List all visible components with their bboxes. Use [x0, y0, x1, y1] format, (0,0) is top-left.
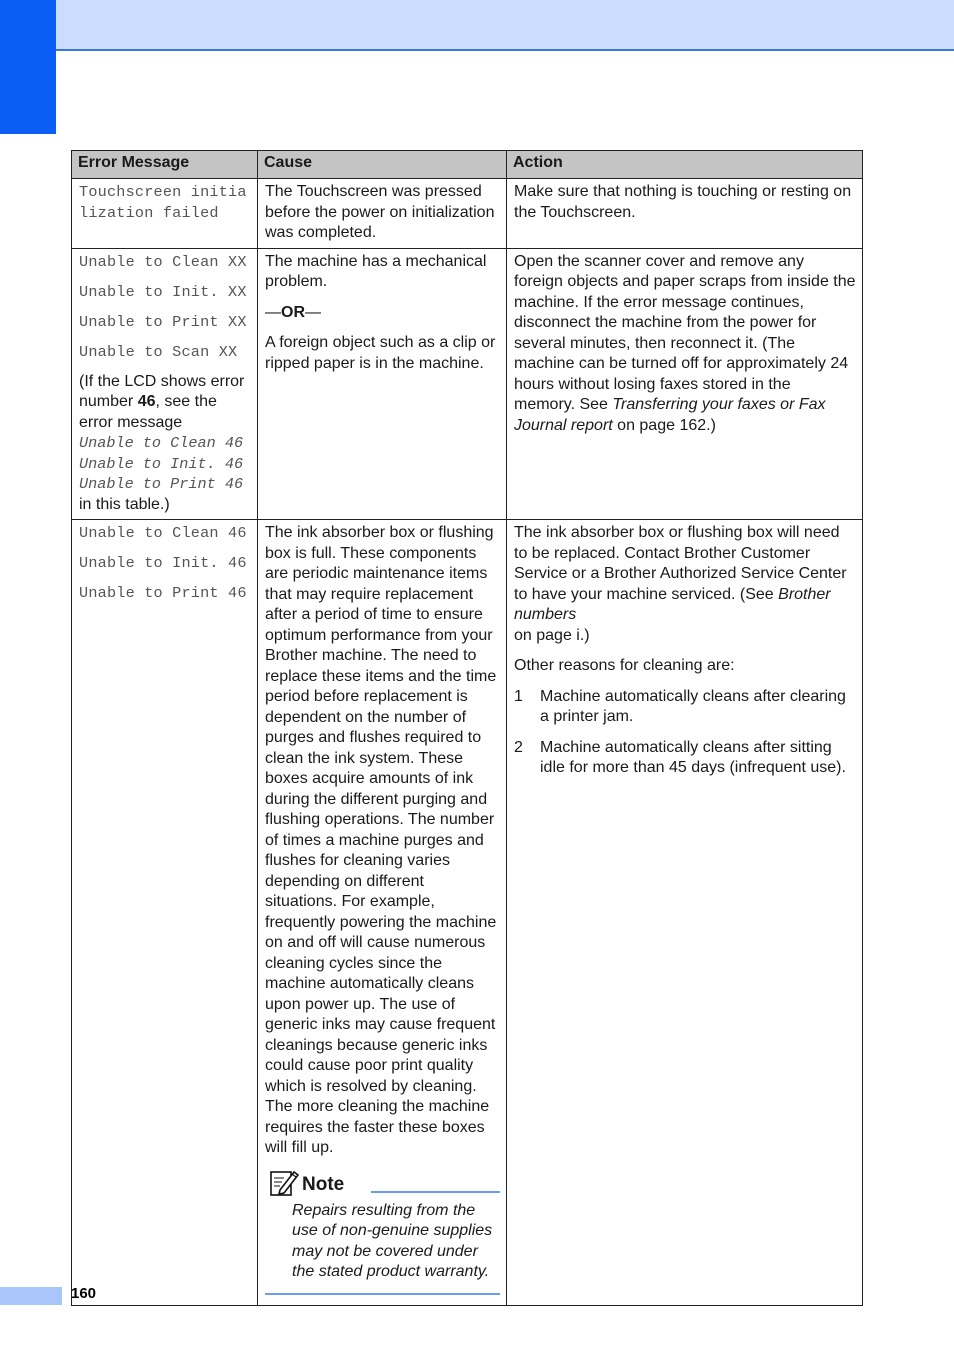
- note-rule: [371, 1191, 500, 1193]
- list-item: 2 Machine automatically cleans after sitting idle for more than 45 days (infrequent use).: [514, 738, 846, 776]
- error-table: [71, 150, 863, 1306]
- error-message-cell: [72, 179, 258, 249]
- page-number-bar: [0, 1287, 62, 1305]
- cause-cell: [258, 248, 507, 520]
- page-number: 160: [71, 1285, 97, 1302]
- other-reasons-label: Other reasons for cleaning are:: [514, 657, 735, 674]
- error-message-line: Unable to Init. 46: [79, 554, 247, 572]
- error-message-cell: [72, 248, 258, 520]
- lcd-note-error: Unable to Init. 46: [79, 454, 244, 473]
- action-cell: [507, 179, 863, 249]
- error-message-line: Unable to Print 46: [79, 584, 247, 602]
- or-separator: —OR—: [265, 303, 321, 321]
- error-message-text: Touchscreen initia lization failed: [79, 183, 247, 222]
- table-header-row: [72, 151, 863, 179]
- error-message-line: Unable to Init. XX: [79, 282, 247, 301]
- cross-reference-link[interactable]: Transferring your faxes or Fax Journal report: [514, 396, 826, 434]
- action-cell: [507, 248, 863, 520]
- error-message-line: Unable to Scan XX: [79, 342, 238, 361]
- header-band: [0, 0, 954, 51]
- error-message-cell: [72, 520, 258, 1306]
- reasons-list: [514, 687, 856, 779]
- error-message-list: [79, 523, 251, 604]
- cause-text: The machine has a mechanical problem.: [265, 252, 487, 290]
- header-action: Action: [507, 151, 863, 179]
- cause-text: A foreign object such as a clip or ripped paper is in the machine.: [265, 334, 496, 372]
- table-row: [72, 520, 863, 1306]
- table-row: [72, 179, 863, 249]
- header-error-message: Error Message: [72, 151, 258, 179]
- header-cause: Cause: [258, 151, 507, 179]
- table-row: [72, 248, 863, 520]
- cause-cell: [258, 520, 507, 1306]
- error-message-line: Unable to Clean XX: [79, 252, 247, 271]
- note-title: Note: [302, 1173, 345, 1195]
- lcd-note-error: Unable to Print 46: [79, 475, 244, 493]
- error-message-line: Unable to Print XX: [79, 312, 247, 331]
- error-message-list: [79, 252, 251, 363]
- note-header: [265, 1169, 500, 1199]
- lcd-note-error: Unable to Clean 46: [79, 434, 244, 452]
- cross-reference-link[interactable]: Brother numbers: [514, 585, 831, 623]
- cause-text: The Touchscreen was pressed before the power on initialization was completed.: [265, 183, 495, 241]
- note-pencil-icon: [269, 1169, 299, 1197]
- cause-cell: [258, 179, 507, 249]
- action-text: The ink absorber box or flushing box will need to be replaced. Contact Brother Customer Service or a Brother Authorized Service Center to have your machine serviced. (See Brother numbers on page i.): [514, 524, 847, 644]
- chapter-tab: [0, 0, 56, 134]
- action-text: Open the scanner cover and remove any foreign objects and paper scraps from inside the machine. If the error message continues, disconnect the machine from the power for several minutes, then reconnect it. (The machine can be turned off for approximately 24 hours without losing faxes stored in the memory. See Transferring your faxes or Fax Journal report on page 162.): [514, 252, 856, 434]
- action-text: Make sure that nothing is touching or resting on the Touchscreen.: [514, 183, 852, 221]
- lcd-note: (If the LCD shows error number 46, see the error message Unable to Clean 46 Unable to Init. 46 Unable to Print 46 in this table.): [79, 372, 251, 516]
- action-cell: [507, 520, 863, 1306]
- note-text: Repairs resulting from the use of non-genuine supplies may not be covered under the stated product warranty.: [292, 1201, 493, 1280]
- list-item: 1 Machine automatically cleans after clearing a printer jam.: [514, 687, 846, 725]
- cause-text: The ink absorber box or flushing box is full. These components are periodic maintenance items that may require replacement after a period of time to ensure optimum performance from your Brother machine. The need to replace these items and the time period before replacement is dependent on the number of purges and flushes required to clean the ink system. These boxes acquire amounts of ink during the different purging and flushing operations. The number of times a machine purges and flushes for cleaning varies depending on different situations. For example, frequently powering the machine on and off will cause numerous cleaning cycles since the machine automatically cleans upon power up. The use of generic inks may cause frequent cleanings because generic inks could cause poor print quality which is resolved by cleaning. The more cleaning the machine requires the faster these boxes will fill up.: [265, 524, 497, 1156]
- note-rule-bottom: [265, 1293, 500, 1295]
- error-message-line: Unable to Clean 46: [79, 524, 247, 542]
